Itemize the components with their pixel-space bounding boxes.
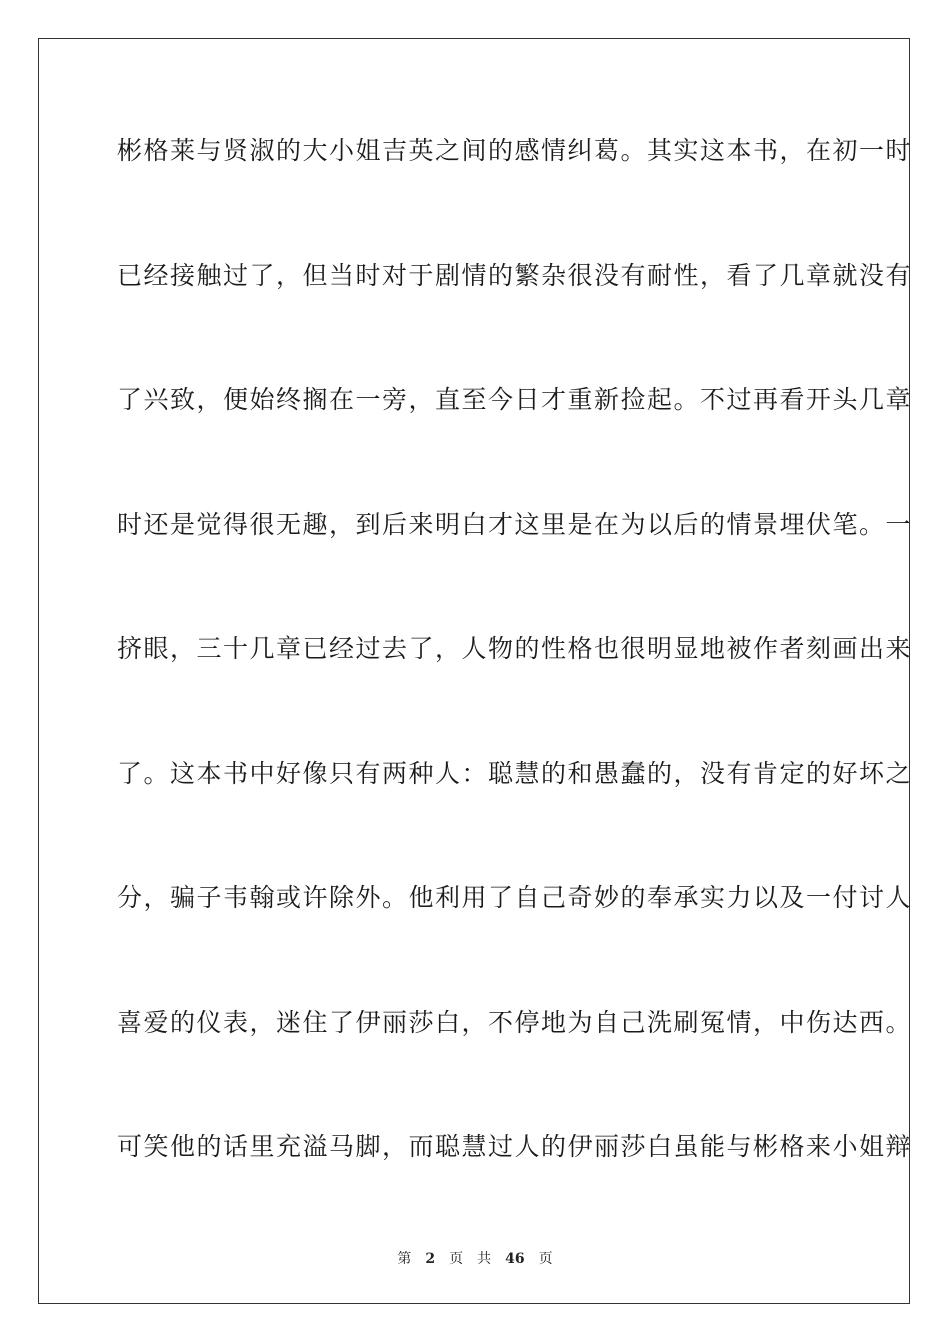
page-suffix: 页 (449, 1251, 464, 1267)
total-prefix: 共 (477, 1251, 492, 1267)
page-prefix: 第 (397, 1251, 412, 1267)
text-line: 了。这本书中好像只有两种人：聪慧的和愚蠢的，没有肯定的好坏之 (117, 758, 913, 788)
document-body (117, 130, 913, 1251)
text-line: 彬格莱与贤淑的大小姐吉英之间的感情纠葛。其实这本书，在初一时 (117, 136, 913, 165)
total-suffix: 页 (538, 1251, 553, 1267)
text-line: 喜爱的仪表，迷住了伊丽莎白，不停地为自己洗刷冤情，中伤达西。 (117, 1007, 913, 1037)
text-line: 了兴致，便始终搁在一旁，直至今日才重新捡起。不过再看开头几章 (117, 385, 913, 414)
page-footer (0, 1248, 950, 1268)
total-pages: 46 (505, 1251, 525, 1267)
page-number: 2 (425, 1251, 436, 1267)
text-line: 已经接触过了，但当时对于剧情的繁杂很没有耐性，看了几章就没有 (117, 260, 913, 290)
text-line: 分，骗子韦翰或许除外。他利用了自己奇妙的奉承实力以及一付讨人 (117, 883, 913, 912)
page-indicator (397, 1251, 463, 1267)
text-line: 可笑他的话里充溢马脚，而聪慧过人的伊丽莎白虽能与彬格来小姐辩 (117, 1132, 913, 1161)
text-line: 挤眼，三十几章已经过去了，人物的性格也很明显地被作者刻画出来 (117, 634, 913, 663)
total-indicator (477, 1251, 552, 1267)
text-line: 时还是觉得很无趣，到后来明白才这里是在为以后的情景埋伏笔。一 (117, 509, 913, 539)
